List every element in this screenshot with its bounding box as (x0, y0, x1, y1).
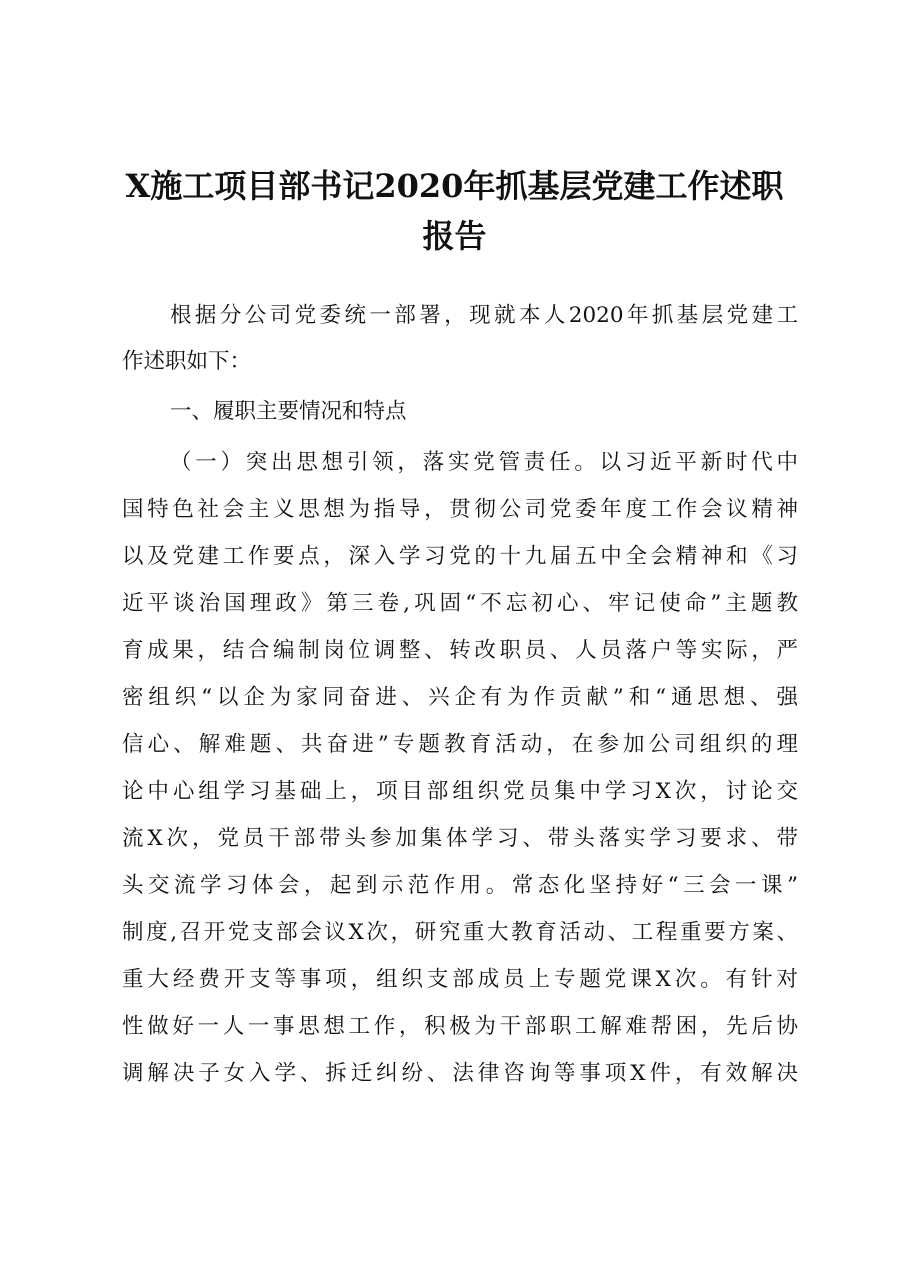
document-title-line2: 报告 (422, 217, 487, 255)
paragraph-line: 育成果，结合编制岗位调整、转改职员、人员落户等实际，严 (122, 638, 798, 663)
paragraph-line: 调解决子女入学、拆迁纠纷、法律咨询等事项X件，有效解决 (122, 1061, 798, 1086)
paragraph-line: 国特色社会主义思想为指导，贯彻公司党委年度工作会议精神 (122, 497, 798, 522)
paragraph-line: 近平谈治国理政》第三卷,巩固“不忘初心、牢记使命”主题教 (122, 591, 798, 616)
paragraph-line: 头交流学习体会，起到示范作用。常态化坚持好“三会一课” (122, 873, 798, 898)
paragraph-line: 论中心组学习基础上，项目部组织党员集中学习X次，讨论交 (122, 779, 798, 804)
paragraph-intro-line2: 作述职如下： (122, 349, 252, 374)
paragraph-line: 性做好一人一事思想工作，积极为干部职工解难帮困，先后协 (122, 1014, 798, 1039)
paragraph-line: 密组织“以企为家同奋进、兴企有为作贡献”和“通思想、强 (122, 685, 798, 710)
paragraph-line: （一）突出思想引领，落实党管责任。以习近平新时代中 (170, 450, 798, 475)
paragraph-line: 制度,召开党支部会议X次，研究重大教育活动、工程重要方案、 (122, 920, 798, 945)
document-title-line1: X施工项目部书记2020年抓基层党建工作述职 (125, 167, 784, 205)
paragraph-line: 流X次，党员干部带头参加集体学习、带头落实学习要求、带 (122, 826, 798, 851)
paragraph-line: 信心、解难题、共奋进”专题教育活动，在参加公司组织的理 (122, 732, 798, 757)
paragraph-intro-line1: 根据分公司党委统一部署，现就本人2020年抓基层党建工 (170, 303, 798, 328)
paragraph-line: 以及党建工作要点，深入学习党的十九届五中全会精神和《习 (122, 544, 798, 569)
paragraph-line: 重大经费开支等事项，组织支部成员上专题党课X次。有针对 (122, 967, 798, 992)
section-heading-1: 一、履职主要情况和特点 (170, 399, 407, 424)
